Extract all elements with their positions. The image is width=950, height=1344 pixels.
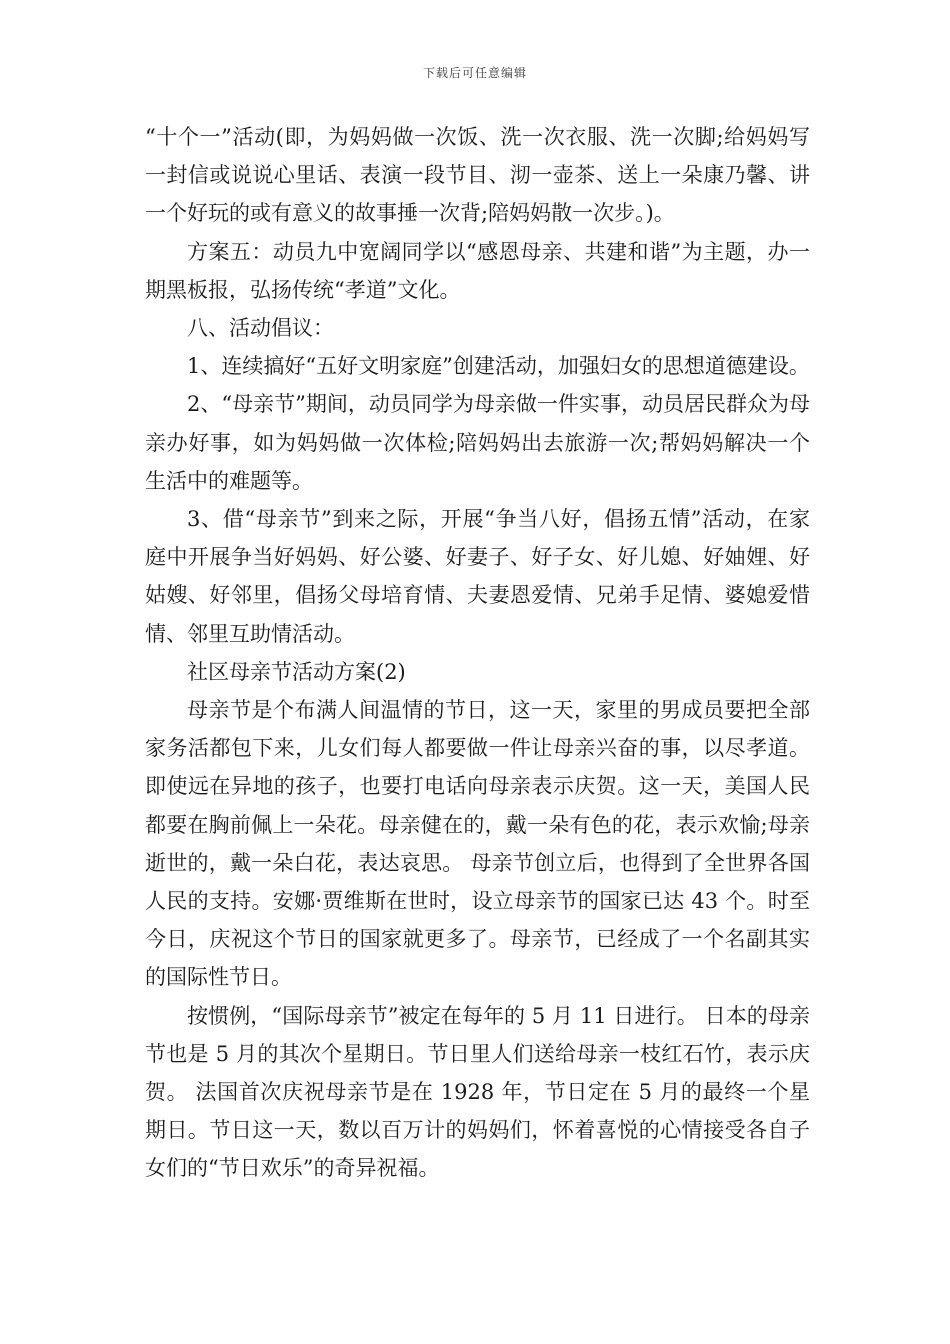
initiative-item-3: 3、借“母亲节”到来之际，开展“争当八好，倡扬五情”活动，在家庭中开展争当好妈妈、好公婆、好妻子、好子女、好儿媳、好妯娌、好姑嫂、好邻里，倡扬父母培育情、夫妻恩爱情、兄弟手足情、婆媳爱惜情、邻里互助情活动。 — [145, 507, 810, 646]
page-header: 下载后可任意编辑 — [422, 66, 527, 80]
paragraph-mothers-day-intro: 母亲节是个布满人间温情的节日，这一天，家里的男成员要把全部家务活都包下来，儿女们每人都要做一件让母亲兴奋的事，以尽孝道。即使远在异地的孩子，也要打电话向母亲表示庆贺。这一天，美国人民都要在胸前佩上一朵花。母亲健在的，戴一朵有色的花，表示欢愉;母亲逝世的，戴一朵白花，表达哀思。 母亲节创立后，也得到了全世界各国人民的支持。安娜·贾维斯在世时，设立母亲节的国家已达 43 个。时至今日，庆祝这个节日的国家就更多了。母亲节，已经成了一个名副其实的国际性节日。 — [145, 698, 810, 990]
paragraph-ten-activities: “十个一”活动(即，为妈妈做一次饭、洗一次衣服、洗一次脚;给妈妈写一封信或说说心里话、表演一段节目、沏一壶茶、送上一朵康乃馨、讲一个好玩的或有意义的故事捶一次背;陪妈妈散一次步。)。 — [145, 125, 810, 226]
section-heading-initiatives: 八、活动倡议： — [187, 316, 334, 341]
initiative-item-1: 1、连续搞好“五好文明家庭”创建活动，加强妇女的思想道德建设。 — [187, 354, 810, 379]
section-title-plan-2: 社区母亲节活动方案(2) — [187, 659, 406, 684]
paragraph-mothers-day-customs: 按惯例，“国际母亲节”被定在每年的 5 月 11 日进行。 日本的母亲节也是 5 月的其次个星期日。节日里人们送给母亲一枝红石竹，表示庆贺。 法国首次庆祝母亲节是在 1928 年，节日定在 5 月的最终一个星期日。节日这一天，数以百万计的妈妈们，怀着喜悦的心情接受各自子女们的“节日欢乐”的奇异祝福。 — [145, 1003, 810, 1181]
document-body — [145, 118, 810, 1188]
paragraph-plan-five: 方案五：动员九中宽阔同学以“感恩母亲、共建和谐”为主题，办一期黑板报，弘扬传统“孝道”文化。 — [145, 239, 810, 302]
initiative-item-2: 2、“母亲节”期间，动员同学为母亲做一件实事，动员居民群众为母亲办好事，如为妈妈做一次体检;陪妈妈出去旅游一次;帮妈妈解决一个生活中的难题等。 — [145, 392, 810, 493]
